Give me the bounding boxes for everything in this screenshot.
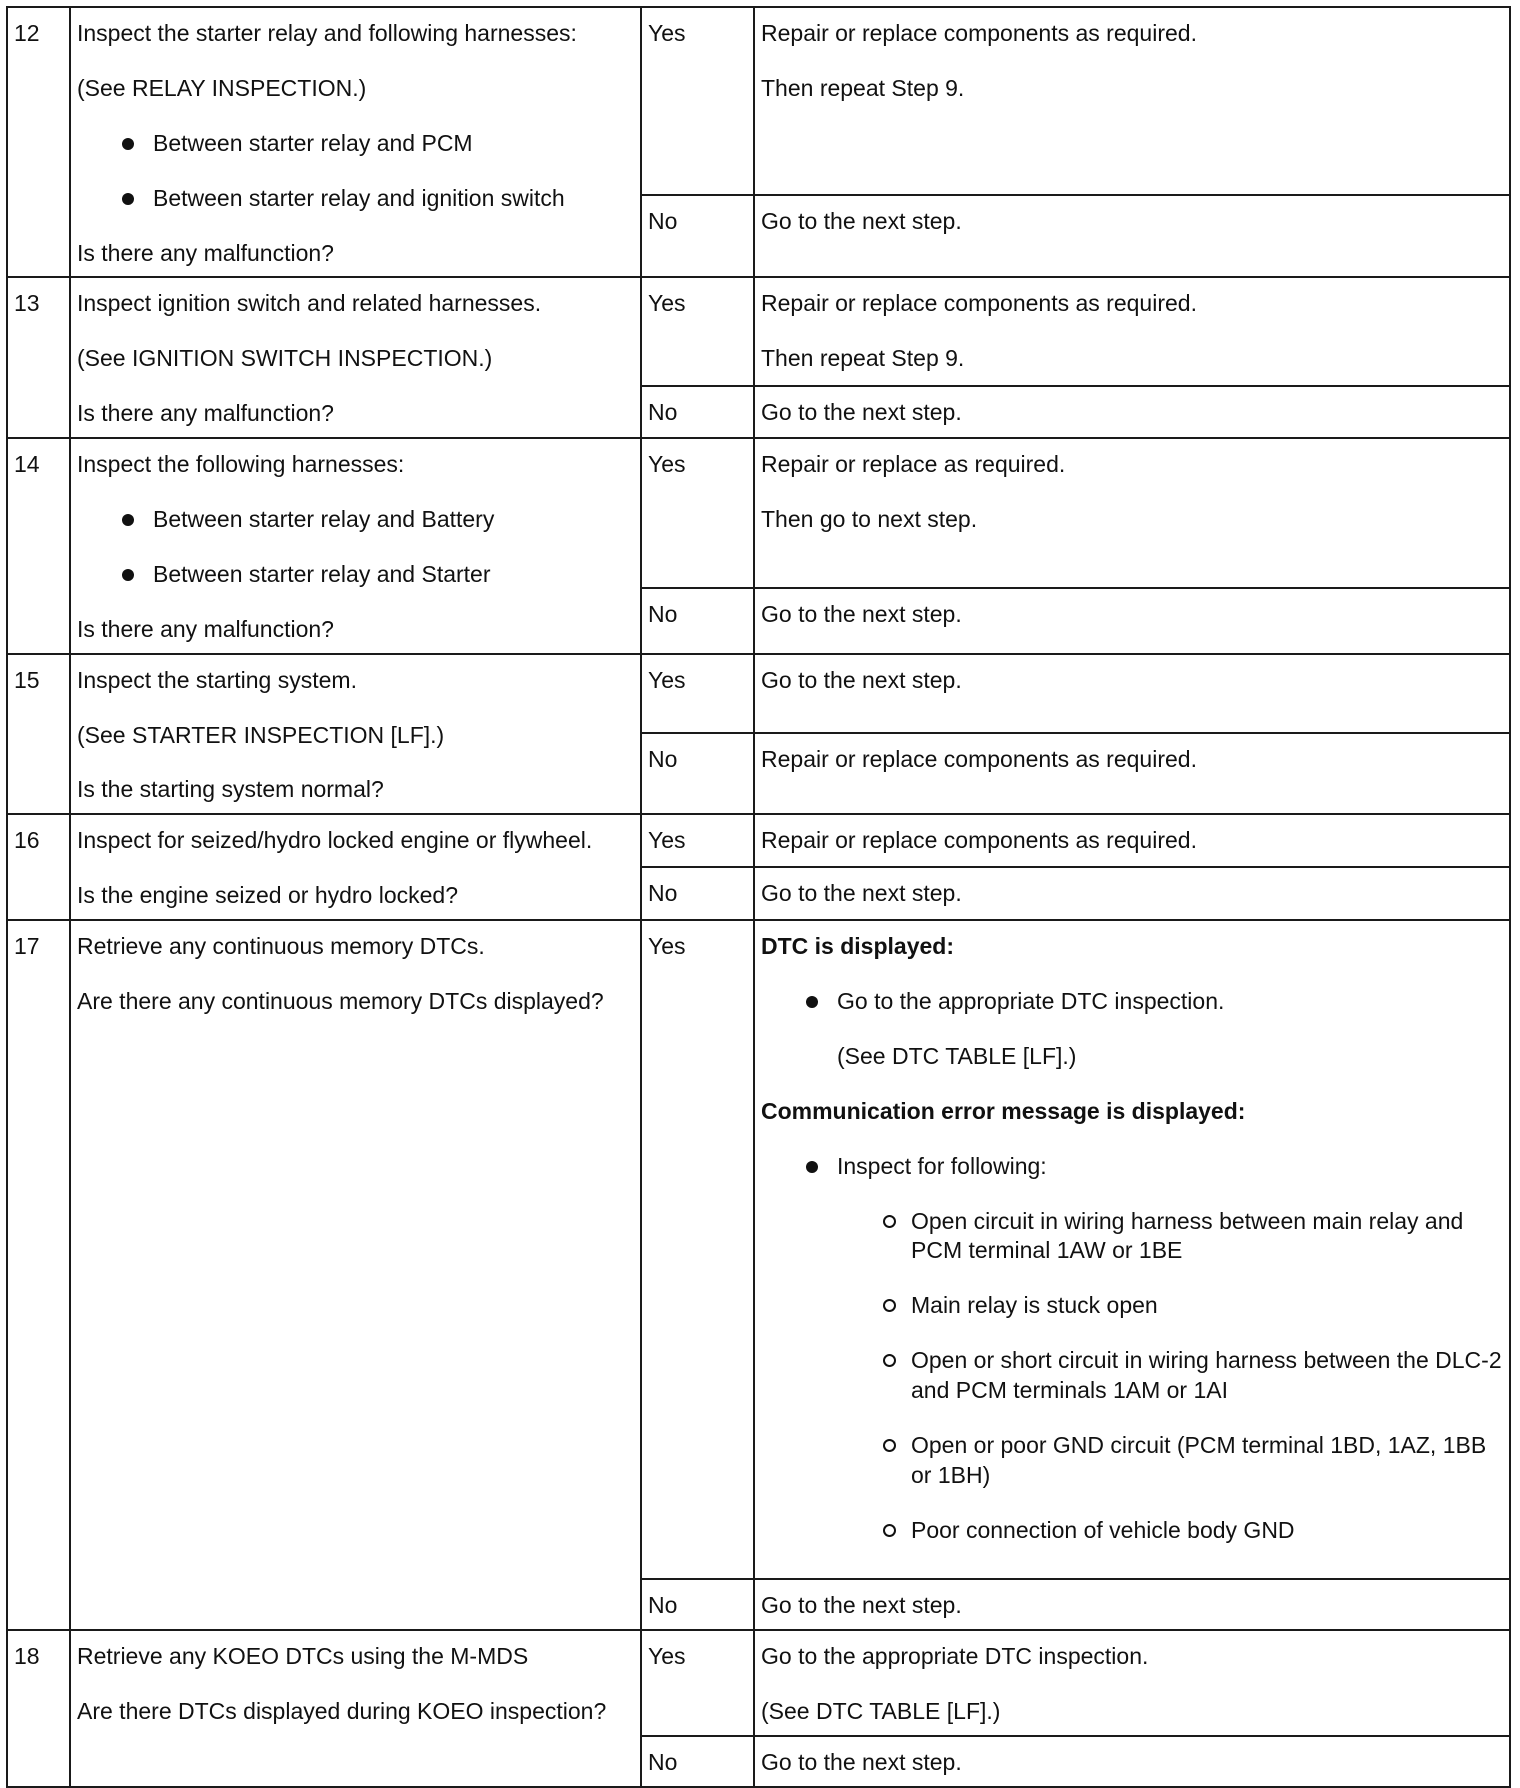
- step-row-18-yes: [7, 1630, 1510, 1736]
- inspection-text: Inspect the starting system.: [77, 666, 357, 693]
- answer-no: No: [641, 867, 754, 920]
- step-row-13-yes: [7, 277, 1510, 386]
- action-text: Repair or replace components as required.: [761, 827, 1197, 854]
- action-cell: [754, 1736, 1510, 1787]
- step-row-15-yes: [7, 654, 1510, 734]
- troubleshooting-table: [6, 6, 1511, 1788]
- answer-yes: Yes: [641, 814, 754, 867]
- step-number: 18: [7, 1630, 70, 1787]
- action-text: Then repeat Step 9.: [761, 345, 965, 372]
- action-cell: [754, 386, 1510, 438]
- inspection-cell: [70, 1630, 641, 1787]
- action-cell: [754, 920, 1510, 1579]
- step-number: 15: [7, 654, 70, 815]
- answer-yes: Yes: [641, 438, 754, 588]
- bullet-item: Between starter relay and ignition switch: [77, 184, 634, 214]
- answer-no: No: [641, 1579, 754, 1630]
- action-text: Repair or replace components as required.: [761, 746, 1197, 773]
- comm-error-heading: Communication error message is displayed:: [761, 1097, 1246, 1124]
- answer-yes: Yes: [641, 277, 754, 386]
- action-text: Repair or replace as required.: [761, 451, 1066, 478]
- action-cell: [754, 195, 1510, 277]
- inspection-question: Is there any malfunction?: [77, 239, 334, 266]
- sub-bullet-item: Main relay is stuck open: [761, 1291, 1503, 1321]
- inspection-cell: [70, 277, 641, 438]
- action-cell: [754, 7, 1510, 195]
- action-text: (See DTC TABLE [LF].): [761, 1697, 1001, 1724]
- step-row-16-yes: [7, 814, 1510, 867]
- sub-bullet-item: Open circuit in wiring harness between main relay and PCM terminal 1AW or 1BE: [761, 1207, 1503, 1267]
- action-cell: [754, 588, 1510, 653]
- dtc-heading: DTC is displayed:: [761, 933, 954, 960]
- inspection-text: Retrieve any KOEO DTCs using the M-MDS: [77, 1643, 529, 1670]
- action-cell: [754, 733, 1510, 814]
- sub-bullet-item: Open or poor GND circuit (PCM terminal 1BD, 1AZ, 1BB or 1BH): [761, 1431, 1503, 1491]
- inspection-reference: (See IGNITION SWITCH INSPECTION.): [77, 345, 493, 372]
- action-text: Then go to next step.: [761, 506, 978, 533]
- bullet-item: Go to the appropriate DTC inspection.: [761, 987, 1503, 1017]
- action-cell: [754, 867, 1510, 920]
- inspection-question: Are there DTCs displayed during KOEO inspection?: [77, 1697, 607, 1724]
- inspection-text: Inspect ignition switch and related harnesses.: [77, 290, 542, 317]
- action-text: Go to the appropriate DTC inspection.: [761, 1643, 1149, 1670]
- action-cell: [754, 654, 1510, 734]
- answer-yes: Yes: [641, 1630, 754, 1736]
- inspection-cell: [70, 920, 641, 1630]
- action-text: Go to the next step.: [761, 1592, 962, 1619]
- bullet-item: Between starter relay and Starter: [77, 560, 634, 590]
- inspection-cell: [70, 7, 641, 277]
- step-number: 12: [7, 7, 70, 277]
- step-row-17-yes: [7, 920, 1510, 1579]
- step-row-14-yes: [7, 438, 1510, 588]
- action-text: Then repeat Step 9.: [761, 74, 965, 101]
- action-text: Repair or replace components as required.: [761, 20, 1197, 46]
- troubleshooting-table-container: [6, 6, 1511, 1775]
- inspection-text: Inspect the starter relay and following harnesses:: [77, 20, 577, 46]
- step-number: 16: [7, 814, 70, 920]
- inspection-question: Is the starting system normal?: [77, 776, 384, 803]
- step-number: 14: [7, 438, 70, 654]
- action-text: Go to the next step.: [761, 601, 962, 628]
- sub-bullet-item: Poor connection of vehicle body GND: [761, 1516, 1503, 1546]
- answer-no: No: [641, 386, 754, 438]
- answer-no: No: [641, 733, 754, 814]
- action-text: Repair or replace components as required.: [761, 290, 1197, 317]
- action-text: Go to the next step.: [761, 399, 962, 425]
- inspection-question: Is there any malfunction?: [77, 615, 334, 642]
- answer-no: No: [641, 588, 754, 653]
- action-text: Go to the next step.: [761, 880, 962, 907]
- inspection-text: Inspect the following harnesses:: [77, 451, 405, 478]
- answer-yes: Yes: [641, 920, 754, 1579]
- bullet-item: Inspect for following:: [761, 1152, 1503, 1182]
- action-cell: [754, 1579, 1510, 1630]
- action-text: Go to the next step.: [761, 1748, 962, 1775]
- inspection-reference: (See RELAY INSPECTION.): [77, 74, 367, 101]
- bullet-item: Between starter relay and PCM: [77, 129, 634, 159]
- step-row-12-yes: [7, 7, 1510, 195]
- inspection-cell: [70, 814, 641, 920]
- answer-yes: Yes: [641, 7, 754, 195]
- action-cell: [754, 1630, 1510, 1736]
- inspection-question: Is the engine seized or hydro locked?: [77, 882, 459, 909]
- step-number: 17: [7, 920, 70, 1630]
- action-text: Go to the next step.: [761, 666, 962, 693]
- answer-yes: Yes: [641, 654, 754, 734]
- answer-no: No: [641, 195, 754, 277]
- action-cell: [754, 438, 1510, 588]
- inspection-reference: (See STARTER INSPECTION [LF].): [77, 721, 445, 748]
- inspection-cell: [70, 438, 641, 654]
- bullet-item: Between starter relay and Battery: [77, 505, 634, 535]
- action-cell: [754, 814, 1510, 867]
- inspection-question: Are there any continuous memory DTCs displayed?: [77, 988, 604, 1015]
- answer-no: No: [641, 1736, 754, 1787]
- dtc-reference: (See DTC TABLE [LF].): [837, 1042, 1077, 1069]
- inspection-question: Is there any malfunction?: [77, 400, 334, 427]
- action-text: Go to the next step.: [761, 208, 962, 235]
- inspection-cell: [70, 654, 641, 815]
- action-cell: [754, 277, 1510, 386]
- step-number: 13: [7, 277, 70, 438]
- inspection-text: Inspect for seized/hydro locked engine or flywheel.: [77, 827, 593, 854]
- inspection-text: Retrieve any continuous memory DTCs.: [77, 933, 485, 960]
- sub-bullet-item: Open or short circuit in wiring harness between the DLC-2 and PCM terminals 1AM or 1AI: [761, 1346, 1503, 1406]
